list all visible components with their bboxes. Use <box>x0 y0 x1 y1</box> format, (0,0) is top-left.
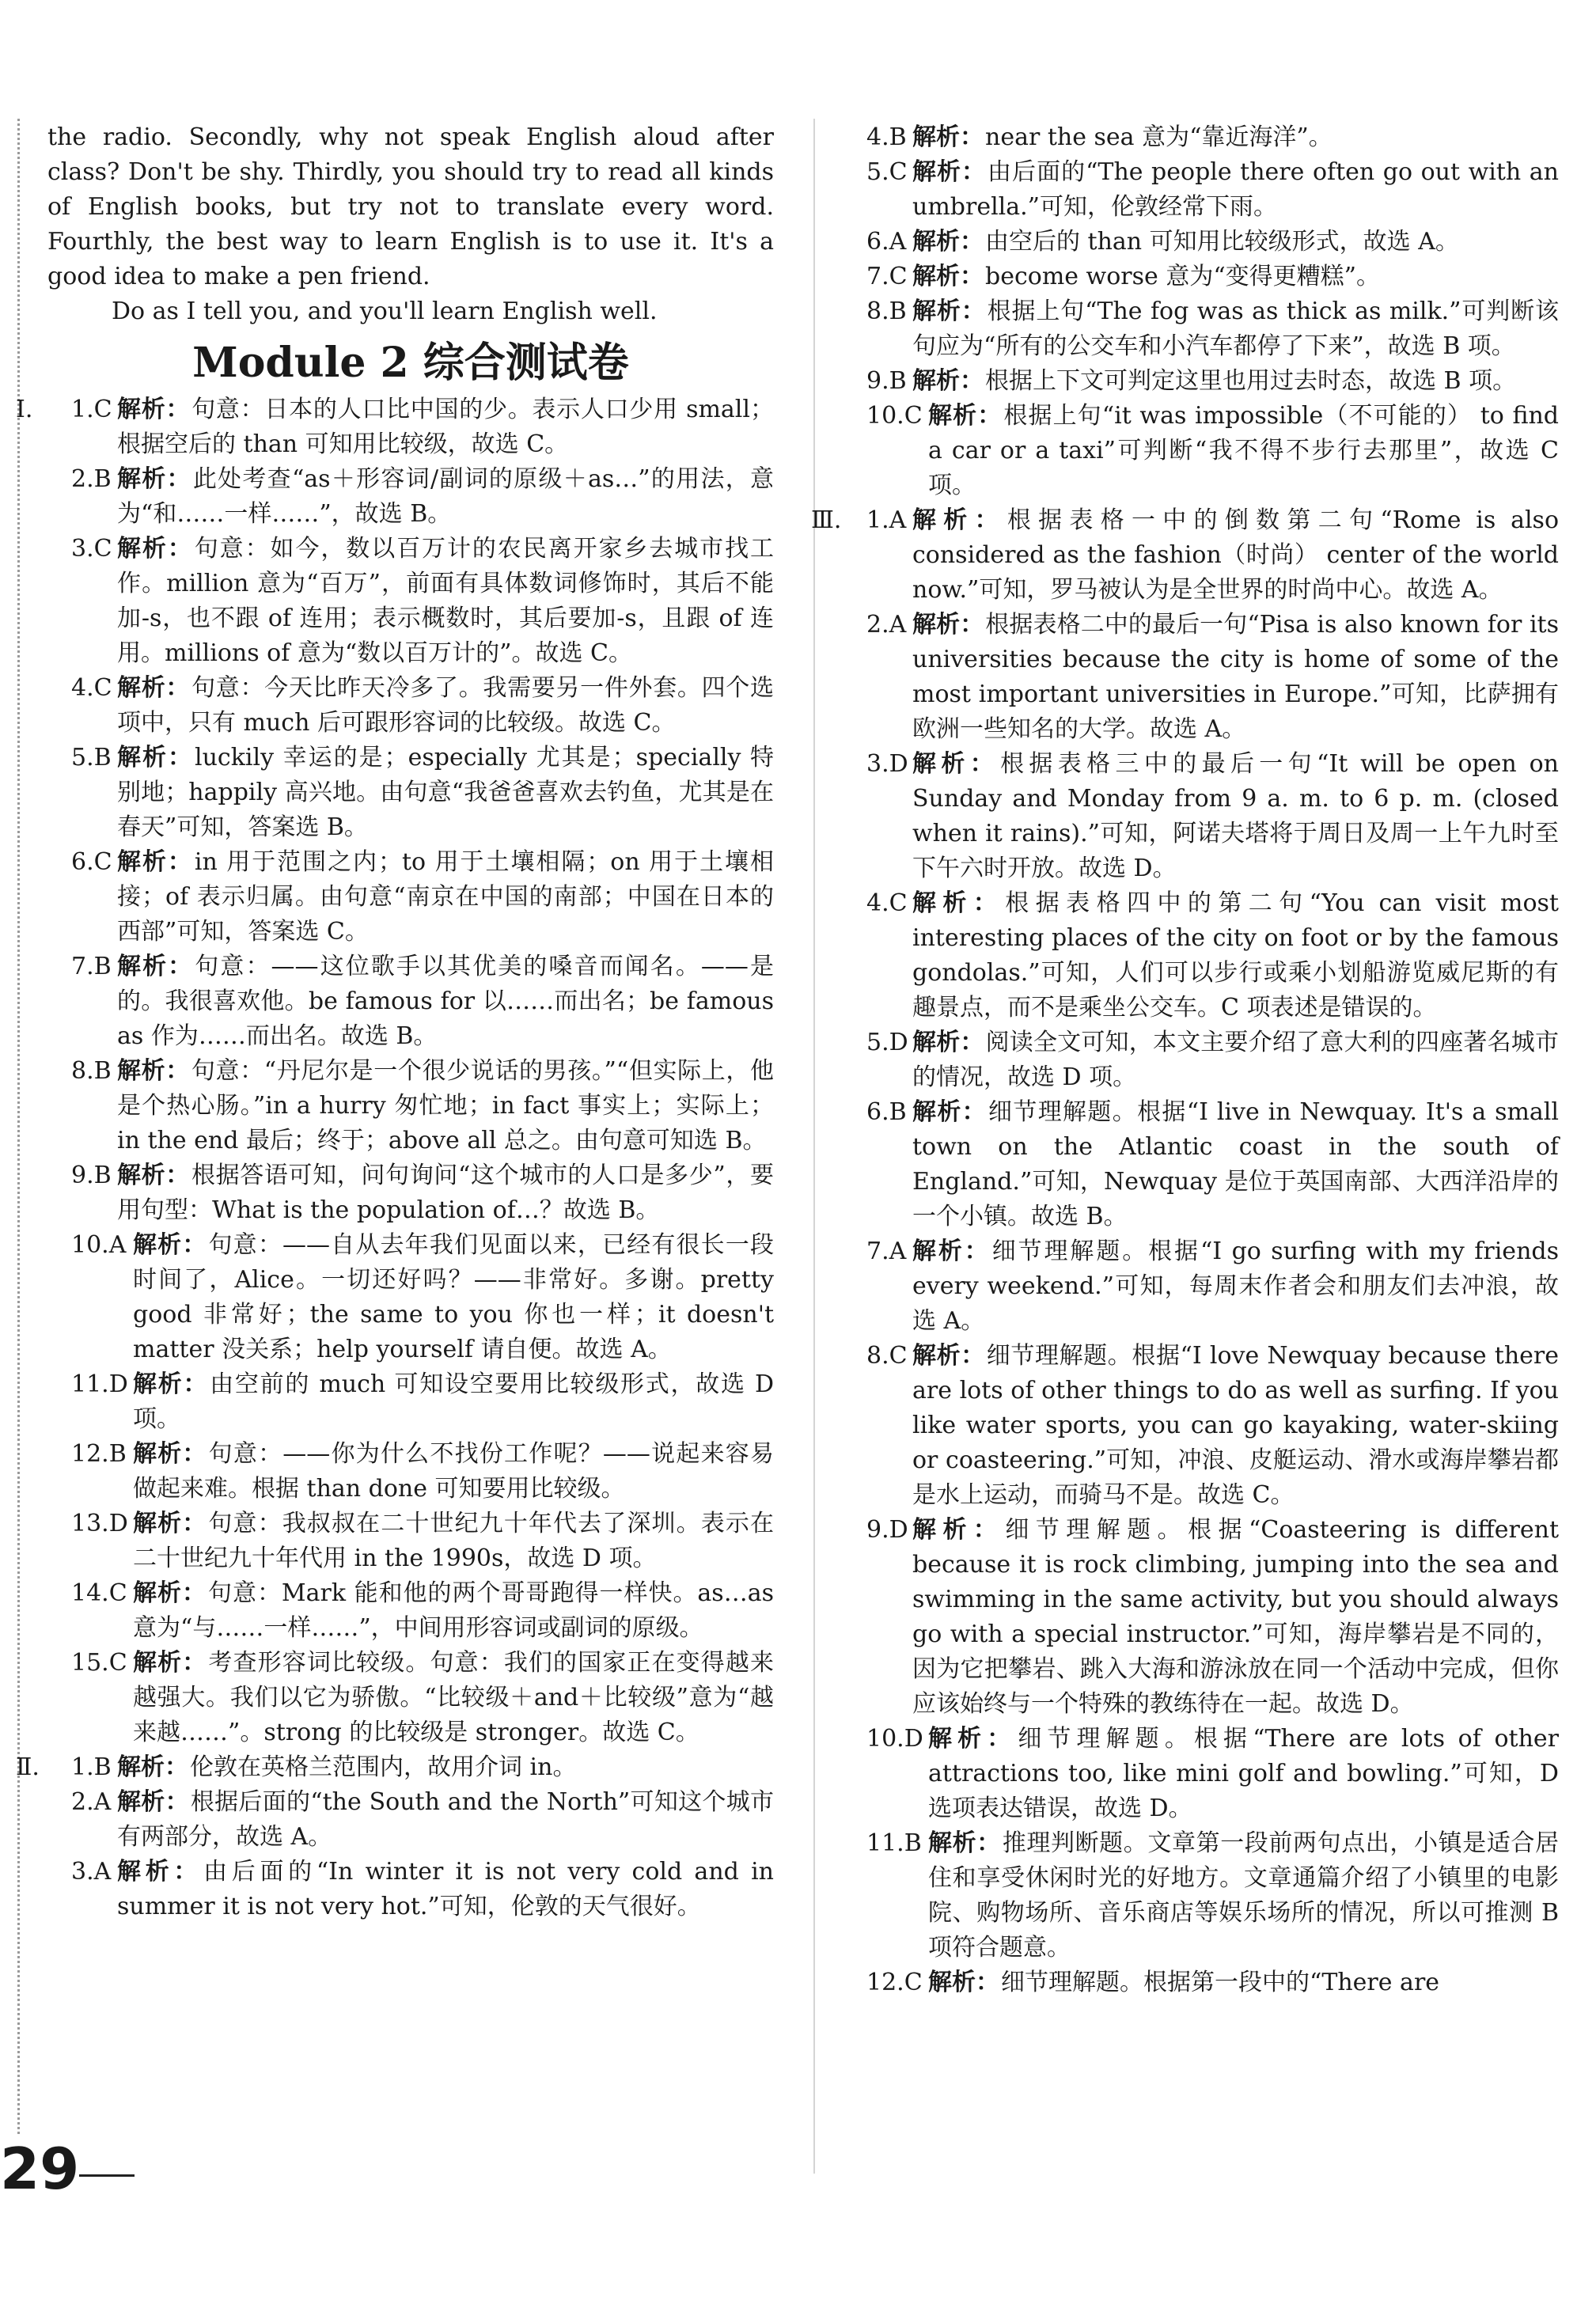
answer-explanation: 由空前的 much 可知设空要用比较级形式，故选 D 项。 <box>133 1370 774 1433</box>
answer-explanation: 句意：Mark 能和他的两个哥哥跑得一样快。as…as 意为“与……一样……”，中间用形容词或副词的原级。 <box>133 1579 774 1642</box>
analysis-label: 解析： <box>133 1440 207 1468</box>
answer-explanation: 细节理解题。根据“I live in Newquay. It's a small town on the Atlantic coast in the south of England.”可知，Newquay 是位于英国南部、大西洋沿岸的一个小镇。故选 B。 <box>912 1098 1559 1230</box>
analysis-label: 解析： <box>133 1510 207 1537</box>
analysis-label: 解析： <box>912 1029 984 1056</box>
answer-explanation: 句意：日本的人口比中国的少。表示人口少用 small；根据空后的 than 可知用比较级，故选 C。 <box>117 396 774 458</box>
right-answer-list <box>811 120 1560 2000</box>
answer-item <box>47 950 774 1054</box>
answer-explanation: 根据表格二中的最后一句“Pisa is also known for its universities because the city is home of some of the most important universities in Europe.”可知，比萨拥有欧洲一些知名的大学。故选 A。 <box>912 611 1559 743</box>
left-column <box>16 120 775 1924</box>
answer-explanation: 句意：今天比昨天冷多了。我需要另一件外套。四个选项中，只有 much 后可跟形容词的比较级。故选 C。 <box>117 674 775 737</box>
answer-item <box>47 1367 774 1437</box>
analysis-label: 解析： <box>117 465 191 493</box>
answer-number: 5.C <box>866 158 908 186</box>
answer-number: 6.C <box>71 848 112 876</box>
analysis-label: 解析： <box>912 1238 991 1265</box>
answer-explanation: 句意：“丹尼尔是一个很少说话的男孩。”“但实际上，他是个热心肠。”in a hurry 匆忙地；in fact 事实上；实际上；in the end 最后；终于；above all 总之。由句意可知选 B。 <box>117 1057 774 1154</box>
answer-explanation: 推理判断题。文章第一段前两句点出，小镇是适合居住和享受休闲时光的好地方。文章通篇介绍了小镇里的电影院、购物场所、音乐商店等娱乐场所的情况，所以可推测 B 项符合题意。 <box>928 1829 1560 1962</box>
answer-item <box>843 1339 1559 1513</box>
analysis-label: 解析： <box>117 1162 190 1189</box>
answer-number: 8.B <box>71 1057 112 1085</box>
answer-number: 3.A <box>71 1858 112 1886</box>
answer-number: 13.D <box>71 1510 128 1537</box>
answer-explanation: 句意：——你为什么不找份工作呢？——说起来容易做起来难。根据 than done 可知要用比较级。 <box>133 1440 775 1503</box>
answer-explanation: 句意：——这位歌手以其优美的嗓音而闻名。——是的。我很喜欢他。be famous for 以……而出名；be famous as 作为……而出名。故选 B。 <box>117 953 775 1050</box>
answer-number: 2.B <box>71 465 112 493</box>
answer-item <box>843 120 1559 155</box>
analysis-label: 解析： <box>912 889 1004 917</box>
answer-explanation: 此处考查“as＋形容词/副词的原级＋as…”的用法，意为“和……一样……”，故选 B。 <box>117 465 775 528</box>
answer-item <box>843 364 1559 399</box>
answer-explanation: 句意：我叔叔在二十世纪九十年代去了深圳。表示在二十世纪九十年代用 in the 1990s，故选 D 项。 <box>133 1510 775 1572</box>
analysis-label: 解析： <box>117 848 193 876</box>
module-title: Module 2 综合测试卷 <box>192 339 629 387</box>
answer-item <box>843 608 1559 747</box>
answer-explanation: near the sea 意为“靠近海洋”。 <box>985 123 1333 151</box>
answer-item <box>843 1965 1559 2000</box>
answer-item <box>16 1750 774 1785</box>
answer-number: 9.D <box>866 1516 908 1544</box>
answer-item <box>843 260 1559 294</box>
answer-number: 4.B <box>866 123 907 151</box>
analysis-label: 解析： <box>912 158 987 186</box>
right-column <box>811 120 1560 2000</box>
answer-number: 1.A <box>866 506 907 534</box>
answer-number: 6.B <box>866 1098 907 1126</box>
analysis-label: 解析： <box>117 1788 189 1816</box>
answer-number: 11.B <box>866 1829 922 1857</box>
analysis-label: 解析： <box>117 535 193 563</box>
answer-item <box>843 886 1559 1025</box>
answer-number: 5.D <box>866 1029 908 1056</box>
answer-explanation: 阅读全文可知，本文主要介绍了意大利的四座著名城市的情况，故选 D 项。 <box>912 1029 1560 1091</box>
page-number: 29 <box>0 2136 80 2202</box>
analysis-label: 解析： <box>928 402 1003 430</box>
section-marker: Ⅲ. <box>811 506 842 534</box>
answer-item <box>47 671 774 741</box>
answer-item <box>843 1095 1559 1234</box>
analysis-label: 解析： <box>117 674 191 702</box>
analysis-label: 解析： <box>912 228 984 256</box>
analysis-label: 解析： <box>912 298 986 325</box>
answer-item <box>47 1855 774 1924</box>
intro-closing: Do as I tell you, and you'll learn English well. <box>112 298 658 325</box>
answer-item <box>843 294 1559 364</box>
answer-explanation: 由后面的“In winter it is not very cold and in summer it is not very hot.”可知，伦敦的天气很好。 <box>117 1858 774 1920</box>
answer-explanation: become worse 意为“变得更糟糕”。 <box>985 263 1380 290</box>
answer-explanation: 根据表格三中的最后一句“It will be open on Sunday and Monday from 9 a. m. to 6 p. m. (closed when it rains).”可知，阿诺夫塔将于周日及周一上午九时至下午六时开放。故选 D。 <box>912 750 1559 882</box>
answer-number: 7.A <box>866 1238 907 1265</box>
analysis-label: 解析： <box>912 367 984 395</box>
answer-number: 9.B <box>866 367 907 395</box>
analysis-label: 解析： <box>912 1342 985 1370</box>
analysis-label: 解析： <box>133 1370 209 1398</box>
answer-explanation: luckily 幸运的是；especially 尤其是；specially 特别地；happily 高兴地。由句意“我爸爸喜欢去钓鱼，尤其是在春天”可知，答案选 B。 <box>117 744 774 841</box>
answer-item <box>843 1025 1559 1095</box>
intro-paragraph: the radio. Secondly, why not speak English aloud after class? Don't be shy. Thirdly, you should try to read all kinds of English books, but try not to translate every word. Fourthly, the best way to learn English is to use it. It's a good idea to make a pen friend. <box>47 123 774 290</box>
answer-explanation: 根据表格一中的倒数第二句“Rome is also considered as the fashion（时尚） center of the world now.”可知，罗马被认为是全世界的时尚中心。故选 A。 <box>912 506 1560 604</box>
answer-item <box>843 1234 1559 1339</box>
answer-number: 12.C <box>866 1969 923 1996</box>
answer-explanation: 细节理解题。根据“Coasteering is different because it is rock climbing, jumping into the sea and swimming in the same activity, but you should always go with a special instructor.”可知，海岸攀岩是不同的，因为它把攀岩、跳入大海和游泳放在同一个活动中完成，但你应该始终与一个特殊的教练待在一起。故选 D。 <box>912 1516 1560 1718</box>
answer-explanation: 句意：如今，数以百万计的农民离开家乡去城市找工作。million 意为“百万”，前面有具体数词修饰时，其后不能加-s，也不跟 of 连用；表示概数时，其后要加-s，且跟 of 连用。millions of 意为“数以百万计的”。故选 C。 <box>117 535 775 667</box>
column-divider <box>813 119 815 2174</box>
answer-item <box>47 462 774 532</box>
answer-explanation: 根据表格四中的第二句“You can visit most interesting places of the city on foot or by the famous gondolas.”可知，人们可以步行或乘小划船游览威尼斯的有趣景点，而不是乘坐公交车。C 项表述是错误的。 <box>912 889 1559 1022</box>
left-answer-list <box>16 392 775 1924</box>
answer-item <box>47 1158 774 1228</box>
analysis-label: 解析： <box>117 1057 190 1085</box>
analysis-label: 解析： <box>912 123 984 151</box>
section-marker: Ⅰ. <box>16 396 33 423</box>
answer-item <box>843 1513 1559 1722</box>
answer-item <box>843 399 1559 503</box>
answer-item <box>47 1646 774 1750</box>
answer-number: 14.C <box>71 1579 127 1607</box>
answer-item <box>843 155 1559 225</box>
analysis-label: 解析： <box>912 263 984 290</box>
answer-number: 2.A <box>71 1788 112 1816</box>
analysis-label: 解析： <box>912 506 1006 534</box>
answer-number: 12.B <box>71 1440 127 1468</box>
analysis-label: 解析： <box>117 396 191 423</box>
answer-number: 3.D <box>866 750 908 778</box>
answer-number: 4.C <box>71 674 112 702</box>
answer-item <box>47 1785 774 1855</box>
answer-explanation: 细节理解题。根据“There are lots of other attractions too, like mini golf and bowling.”可知，D 选项表达错误，故选 D。 <box>928 1725 1559 1822</box>
answer-explanation: 由后面的“The people there often go out with an umbrella.”可知，伦敦经常下雨。 <box>912 158 1559 221</box>
analysis-label: 解析： <box>133 1231 207 1259</box>
section-marker: Ⅱ. <box>16 1753 40 1781</box>
answer-item <box>47 1576 774 1646</box>
answer-item <box>843 225 1559 260</box>
answer-number: 4.C <box>866 889 908 917</box>
analysis-label: 解析： <box>928 1829 1001 1857</box>
answer-explanation: 细节理解题。根据“I go surfing with my friends every weekend.”可知，每周末作者会和朋友们去冲浪，故选 A。 <box>912 1238 1559 1335</box>
answer-number: 10.C <box>866 402 923 430</box>
analysis-label: 解析： <box>117 953 194 980</box>
answer-item <box>47 845 774 950</box>
answer-explanation: 由空后的 than 可知用比较级形式，故选 A。 <box>985 228 1459 256</box>
answer-number: 1.C <box>71 396 112 423</box>
answer-explanation: 伦敦在英格兰范围内，故用介词 in。 <box>190 1753 577 1781</box>
answer-explanation: 根据答语可知，问句询问“这个城市的人口是多少”，要用句型：What is the population of…？故选 B。 <box>117 1162 774 1224</box>
answer-item <box>811 503 1560 608</box>
answer-item <box>47 1054 774 1158</box>
answer-number: 10.A <box>71 1231 127 1259</box>
analysis-label: 解析： <box>928 1969 999 1996</box>
answer-number: 6.A <box>866 228 907 256</box>
analysis-label: 解析： <box>133 1579 207 1607</box>
answer-item <box>843 1826 1559 1965</box>
answer-number: 11.D <box>71 1370 128 1398</box>
analysis-label: 解析： <box>117 1753 188 1781</box>
answer-explanation: 根据上句“it was impossible（不可能的） to find a car or a taxi”可判断“我不得不步行去那里”，故选 C 项。 <box>928 402 1560 499</box>
answer-explanation: 根据后面的“the South and the North”可知这个城市有两部分，故选 A。 <box>117 1788 774 1851</box>
answer-number: 10.D <box>866 1725 923 1753</box>
analysis-label: 解析： <box>117 744 194 771</box>
answer-explanation: 考查形容词比较级。句意：我们的国家正在变得越来越强大。我们以它为骄傲。“比较级＋and＋比较级”意为“越来越……”。strong 的比较级是 stronger。故选 C。 <box>133 1649 775 1746</box>
answer-number: 1.B <box>71 1753 112 1781</box>
answer-item <box>843 747 1559 886</box>
answer-item <box>47 741 774 845</box>
analysis-label: 解析： <box>912 1098 988 1126</box>
answer-explanation: in 用于范围之内；to 用于土壤相隔；on 用于土壤相接；of 表示归属。由句意“南京在中国的南部；中国在日本的西部”可知，答案选 C。 <box>117 848 774 946</box>
answer-number: 15.C <box>71 1649 127 1677</box>
answer-explanation: 根据上句“The fog was as thick as milk.”可判断该句应为“所有的公交车和小汽车都停了下来”，故选 B 项。 <box>912 298 1560 360</box>
answer-explanation: 句意：——自从去年我们见面以来，已经有很长一段时间了，Alice。一切还好吗？——非常好。多谢。pretty good 非常好；the same to you 你也一样；it doesn't matter 没关系；help yourself 请自便。故选 A。 <box>133 1231 774 1363</box>
analysis-label: 解析： <box>117 1858 203 1886</box>
analysis-label: 解析： <box>912 750 999 778</box>
analysis-label: 解析： <box>928 1725 1017 1753</box>
answer-explanation: 根据上下文可判定这里也用过去时态，故选 B 项。 <box>985 367 1517 395</box>
answer-item <box>843 1722 1559 1826</box>
analysis-label: 解析： <box>912 1516 1004 1544</box>
answer-explanation: 细节理解题。根据第一段中的“There are <box>1001 1969 1440 1996</box>
answer-item <box>47 1507 774 1576</box>
analysis-label: 解析： <box>912 611 984 639</box>
page-number-rule <box>79 2174 135 2177</box>
answer-item <box>47 1437 774 1507</box>
answer-number: 5.B <box>71 744 112 771</box>
answer-item <box>47 532 774 671</box>
answer-item <box>47 1228 774 1367</box>
answer-number: 9.B <box>71 1162 112 1189</box>
answer-explanation: 细节理解题。根据“I love Newquay because there are lots of other things to do as well as surfing. If you like water sports, you can go kayaking, water-skiing or coasteering.”可知，冲浪、皮艇运动、滑水或海岸攀岩都是水上运动，而骑马不是。故选 C。 <box>912 1342 1560 1509</box>
analysis-label: 解析： <box>133 1649 207 1677</box>
answer-number: 8.B <box>866 298 907 325</box>
answer-item <box>16 392 774 462</box>
answer-number: 8.C <box>866 1342 908 1370</box>
answer-number: 7.C <box>866 263 908 290</box>
answer-number: 2.A <box>866 611 907 639</box>
answer-number: 7.B <box>71 953 112 980</box>
answer-number: 3.C <box>71 535 112 563</box>
